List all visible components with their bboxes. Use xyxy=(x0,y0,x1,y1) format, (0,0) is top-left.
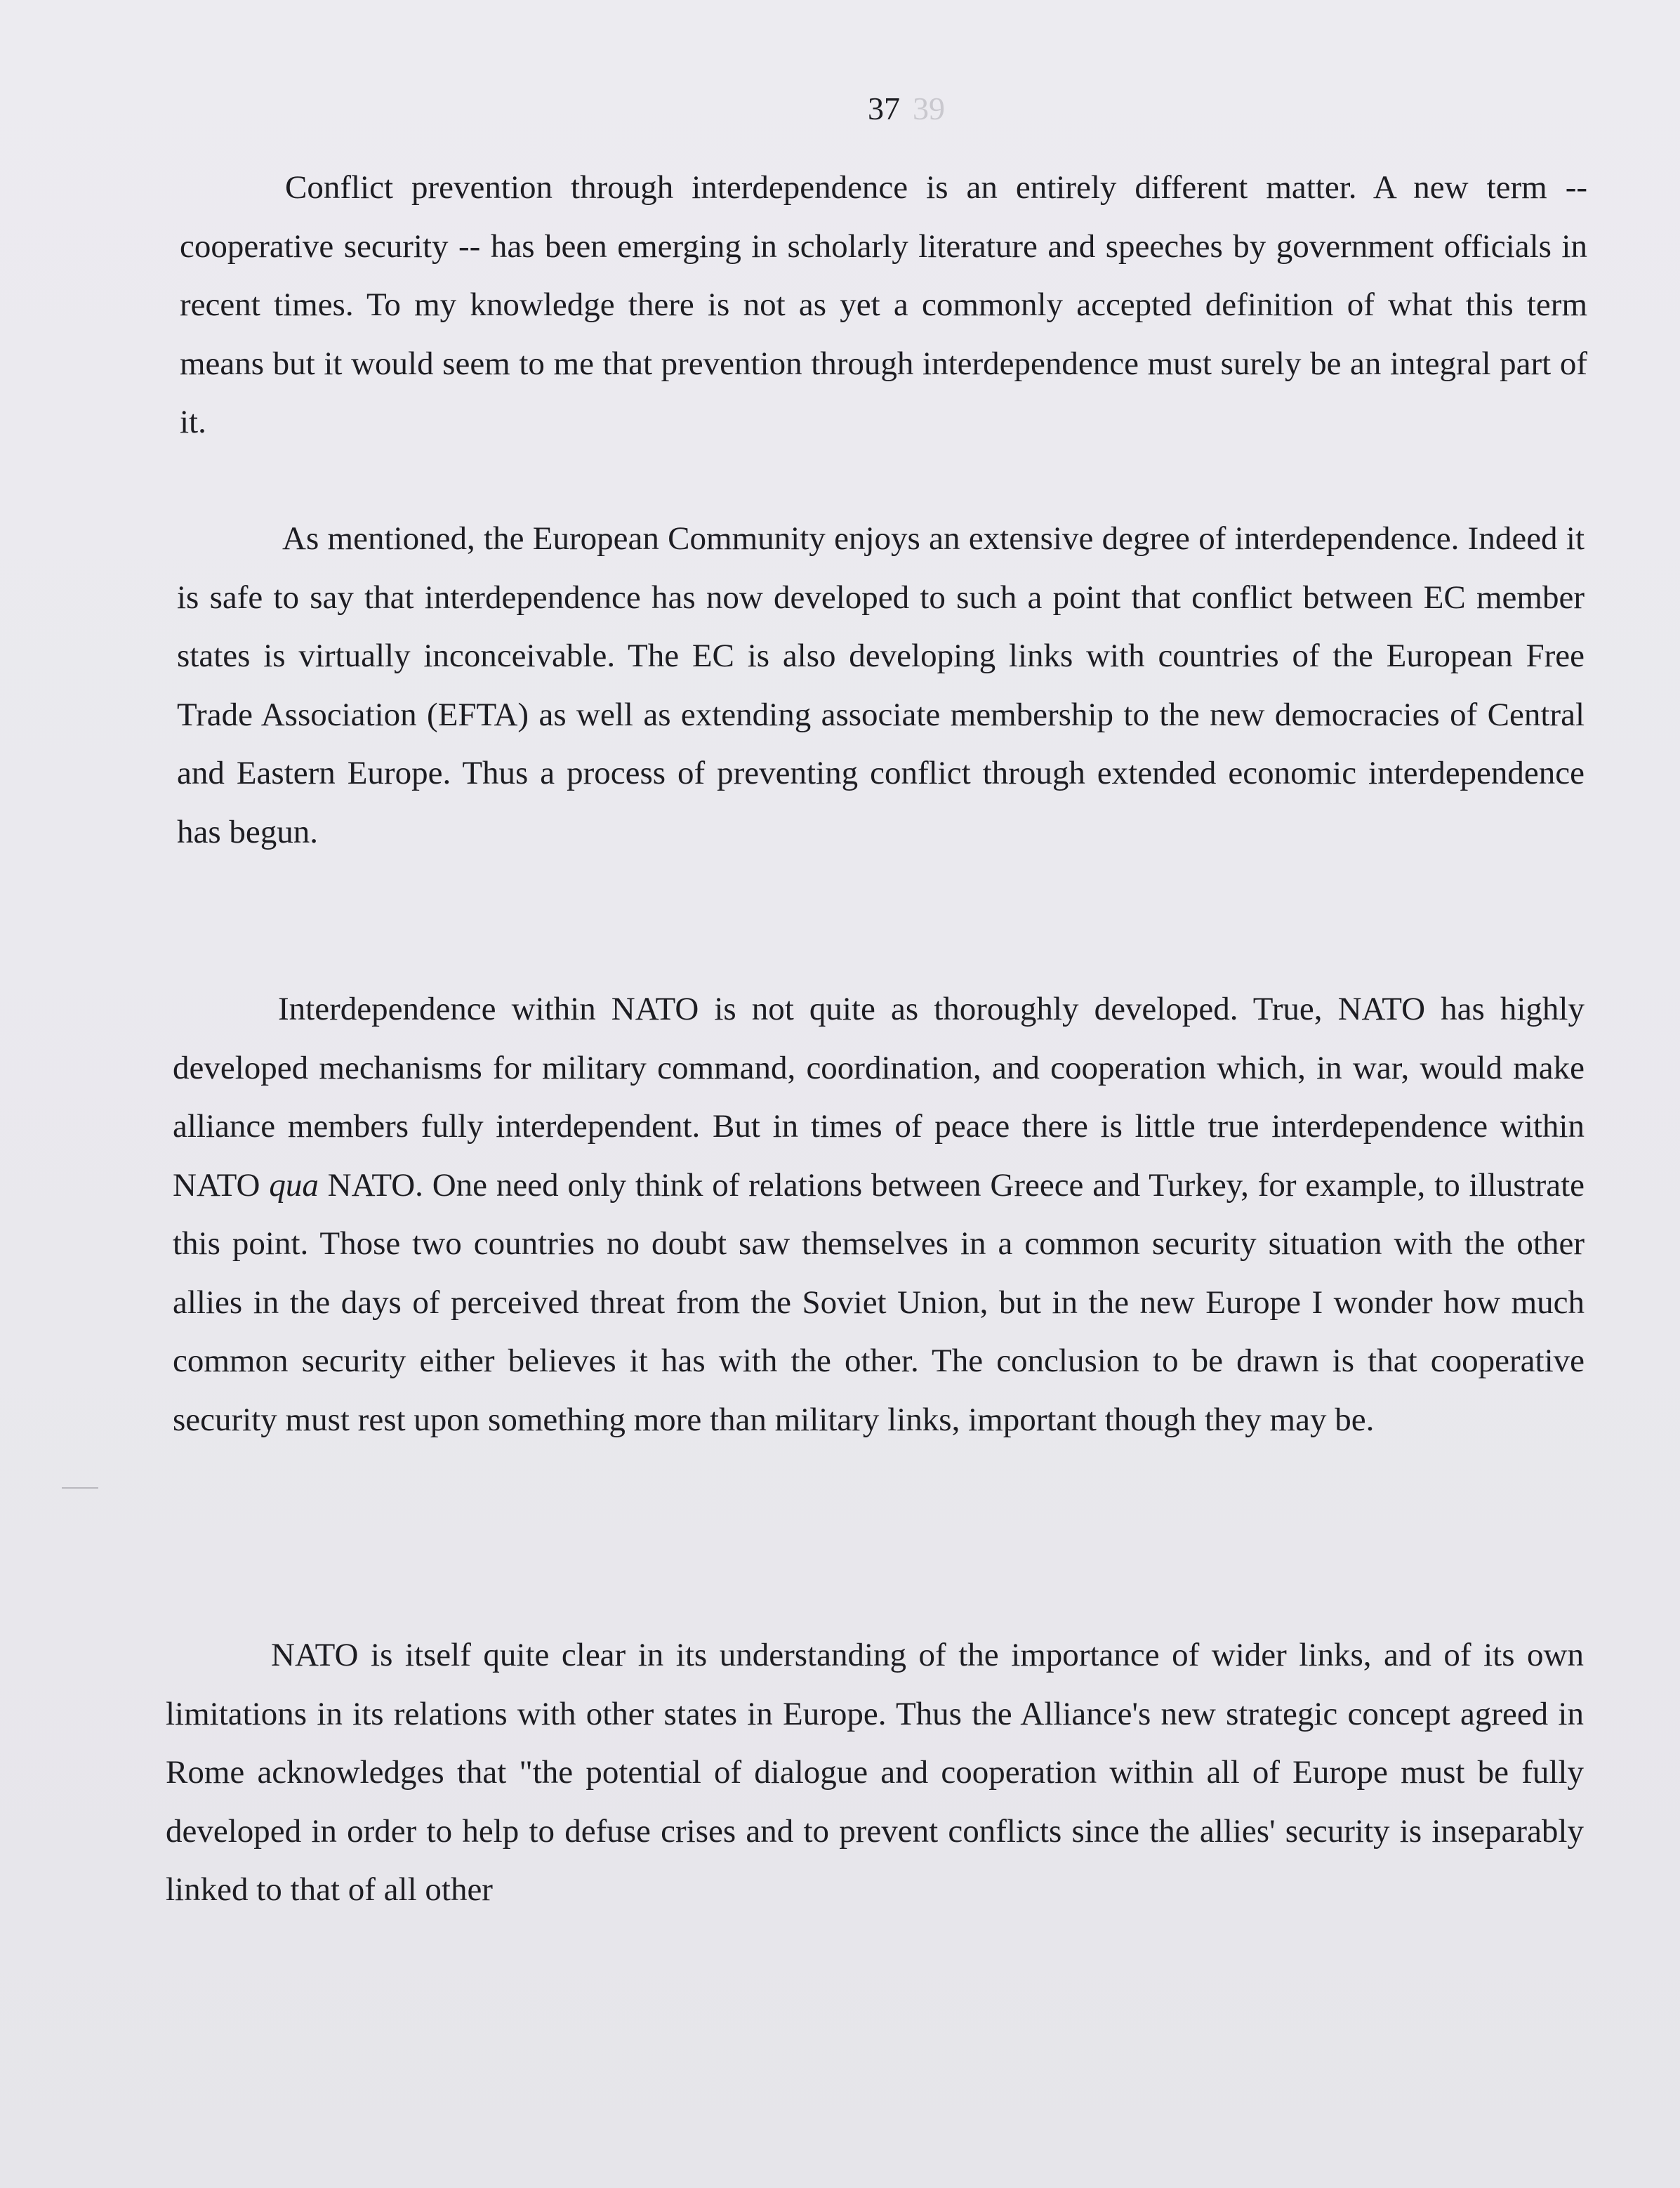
paragraph-3-text-start: Interdependence within NATO is not quite as thoroughly developed. True, NATO has highly developed mechanisms for military command, coordination, and cooperation which, in war, would make alliance members fully interdependent. But in times of peace there is little true interdependence within NATO xyxy=(173,991,1585,1204)
page-number: 37 xyxy=(868,91,900,126)
paragraph-3 xyxy=(173,980,1585,1449)
margin-mark xyxy=(62,1487,98,1489)
paragraph-3-text-end: NATO. One need only think of relations between Greece and Turkey, for example, to illustrate this point. Those two countries no doubt saw themselves in a common security situation with the other allies in the days of perceived threat from the Soviet Union, but in the new Europe I wonder how much common security either believes it has with the other. The conclusion to be drawn is that cooperative security must rest upon something more than military links, important though they may be. xyxy=(173,1166,1585,1438)
paragraph-2: As mentioned, the European Community enjoys an extensive degree of interdependence. Indeed it is safe to say that interdependence has now developed to such a point that conflict between EC member states is virtually inconceivable. The EC is also developing links with countries of the European Free Trade Association (EFTA) as well as extending associate membership to the new democracies of Central and Eastern Europe. Thus a process of preventing conflict through extended economic interdependence has begun. xyxy=(177,520,1585,850)
paragraph-4: NATO is itself quite clear in its understanding of the importance of wider links, and of its own limitations in its relations with other states in Europe. Thus the Alliance's new strategic concept agreed in Rome acknowledges that "the potential of dialogue and cooperation within all of Europe must be fully developed in order to help to defuse crises and to prevent conflicts since the allies' security is inseparably linked to that of all other xyxy=(166,1637,1584,1908)
paragraph-1: Conflict prevention through interdependence is an entirely different matter. A new term -- cooperative security -- has been emerging in scholarly literature and speeches by government officials in recent times. To my knowledge there is not as yet a commonly accepted definition of what this term means but it would seem to me that prevention through interdependence must surely be an integral part of it. xyxy=(180,169,1587,440)
paragraph-3-italic-word: qua xyxy=(269,1166,319,1204)
bleed-through-page-number: 39 xyxy=(913,91,945,126)
